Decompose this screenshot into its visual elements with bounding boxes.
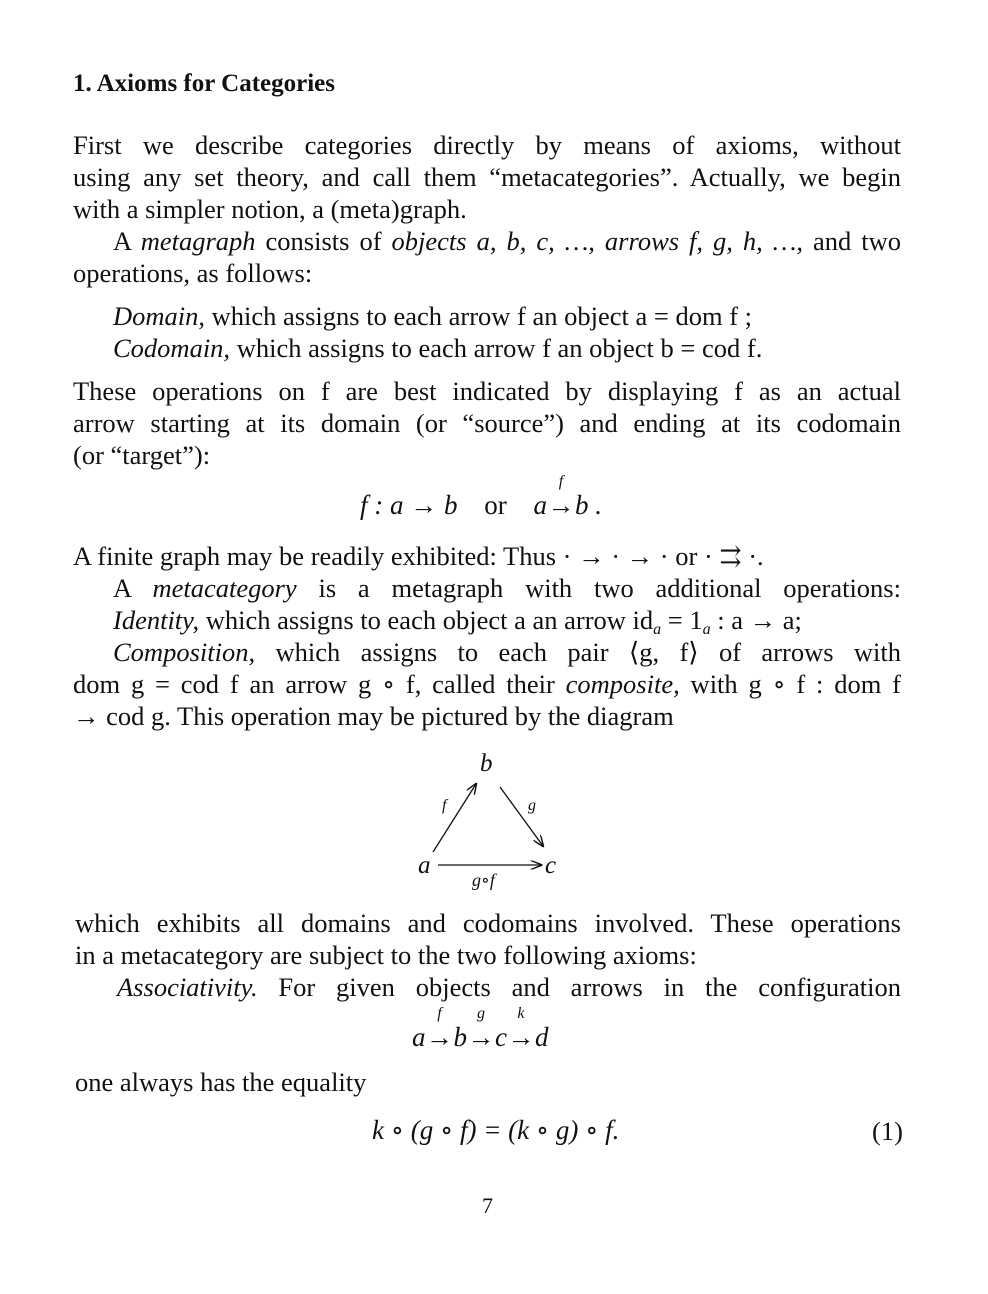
associativity-equation: k ∘ (g ∘ f) = (k ∘ g) ∘ f. — [372, 1115, 620, 1145]
text-line: (or “target”): — [73, 440, 211, 470]
text-line: These operations on f are best indicated by displaying f as an actual — [73, 376, 901, 406]
text-line: First we describe categories directly by means of axioms, without — [73, 130, 901, 160]
text-line: arrow starting at its domain (or “source”) and ending at its codomain — [73, 408, 901, 438]
text-line: in a metacategory are subject to the two following axioms: — [75, 940, 697, 970]
text-line: A metagraph consists of objects a, b, c, …, arrows f, g, h, …, and two — [113, 226, 901, 256]
display-arrow-chain: a f →b g →c k →d — [412, 1005, 549, 1052]
arrow-f — [433, 784, 476, 852]
codomain-definition: Codomain, which assigns to each arrow f an object b = cod f. — [113, 333, 763, 363]
label-g: g — [528, 797, 536, 814]
term-metagraph: metagraph — [140, 226, 256, 256]
finite-graph-line: A finite graph may be readily exhibited: Thus · → · → · or · ⇉ ·. — [73, 541, 764, 571]
text-line: dom g = cod f an arrow g ∘ f, called their composite, with g ∘ f : dom f — [73, 669, 902, 699]
associativity-line: Associativity. For given objects and arrows in the configuration — [117, 972, 901, 1002]
label-f: f — [442, 797, 447, 814]
diagram-object-b: b — [480, 750, 493, 777]
text-line: using any set theory, and call them “metacategories”. Actually, we begin — [73, 162, 901, 192]
equality-line: one always has the equality — [75, 1067, 367, 1097]
text-line: which exhibits all domains and codomains involved. These operations — [75, 908, 901, 938]
composition-diagram — [400, 745, 580, 895]
diagram-object-c: c — [545, 852, 557, 879]
section-heading: 1. Axioms for Categories — [73, 70, 335, 97]
identity-definition: Identity, which assigns to each object a an arrow $id_a = 1_a$ : a → a; — [113, 605, 802, 638]
page-number: 7 — [482, 1193, 493, 1218]
text-line: operations, as follows: — [73, 258, 313, 288]
arrow-g — [500, 787, 543, 846]
display-arrow-notation: f : a → b or a f →b . — [360, 473, 602, 520]
equation-number: (1) — [872, 1116, 903, 1146]
composition-definition: Composition, which assigns to each pair ⟨g, f⟩ of arrows with — [113, 637, 901, 667]
text-line: with a simpler notion, a (meta)graph. — [73, 194, 467, 224]
domain-definition: Domain, which assigns to each arrow f an object a = dom f ; — [113, 301, 753, 331]
text-line: → cod g. This operation may be pictured by the diagram — [73, 701, 674, 731]
diagram-object-a: a — [418, 852, 431, 879]
text-line: A metacategory is a metagraph with two additional operations: — [113, 573, 901, 603]
label-gf: g∘f — [472, 870, 495, 890]
